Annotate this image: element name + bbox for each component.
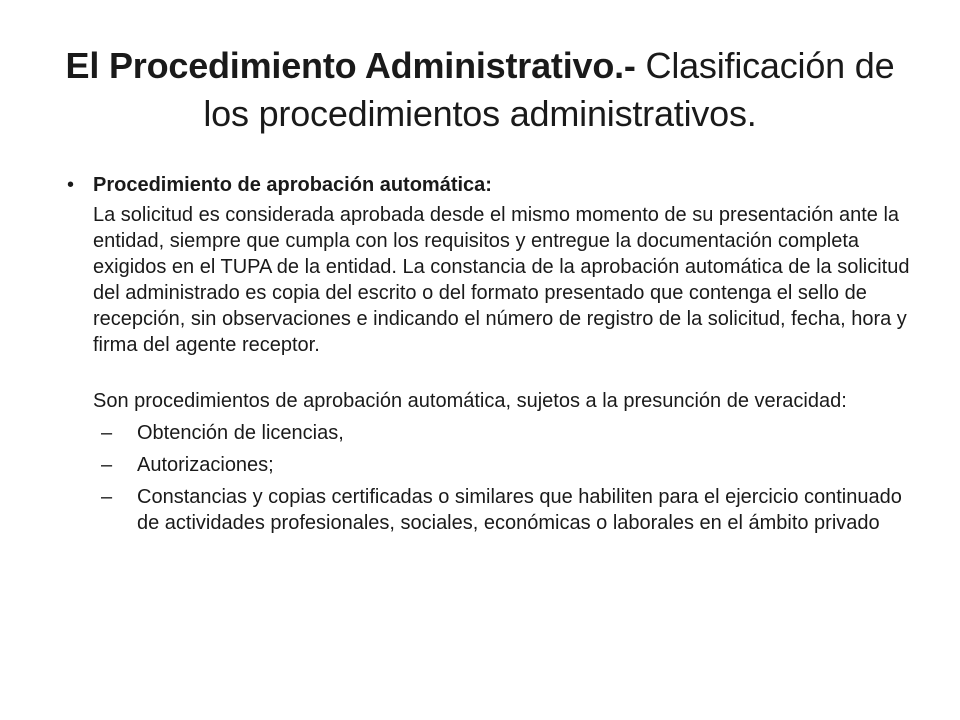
title-bold-part: El Procedimiento Administrativo.-: [65, 45, 636, 86]
sub-item: [93, 484, 923, 536]
sub-item: [93, 420, 923, 446]
slide-title: [40, 42, 920, 138]
slide-body: [67, 172, 923, 536]
sub-item: [93, 452, 923, 478]
bullet-paragraph-1: La solicitud es considerada aprobada desde el mismo momento de su presentación ante la entidad, siempre que cumpla con los requisitos y entregue la documentación completa exigidos en el TUPA de la entidad. La constancia de la aprobación automática de la solicitud del administrado es copia del escrito o del formato presentado que contenga el sello de recepción, sin observaciones e indicando el número de registro de la solicitud, fecha, hora y firma del agente receptor.: [93, 204, 910, 356]
sub-item-list: [93, 420, 923, 536]
sub-item-text: Constancias y copias certificadas o similares que habiliten para el ejercicio continuado de actividades profesionales, sociales, económicas o laborales en el ámbito privado: [137, 486, 902, 534]
dash-icon: –: [101, 454, 113, 476]
sub-item-text: Obtención de licencias,: [137, 422, 344, 444]
bullet-paragraph-2: Son procedimientos de aprobación automática, sujetos a la presunción de veracidad:: [93, 390, 847, 412]
title-regular-part: Clasificación de los procedimientos administrativos.: [203, 45, 895, 134]
bullet-heading: Procedimiento de aprobación automática:: [93, 174, 492, 196]
sub-item-text: Autorizaciones;: [137, 454, 274, 476]
dash-icon: –: [101, 422, 113, 444]
dash-icon: –: [101, 486, 113, 508]
bullet-dot-icon: •: [67, 174, 75, 196]
bullet-item: [67, 172, 923, 536]
